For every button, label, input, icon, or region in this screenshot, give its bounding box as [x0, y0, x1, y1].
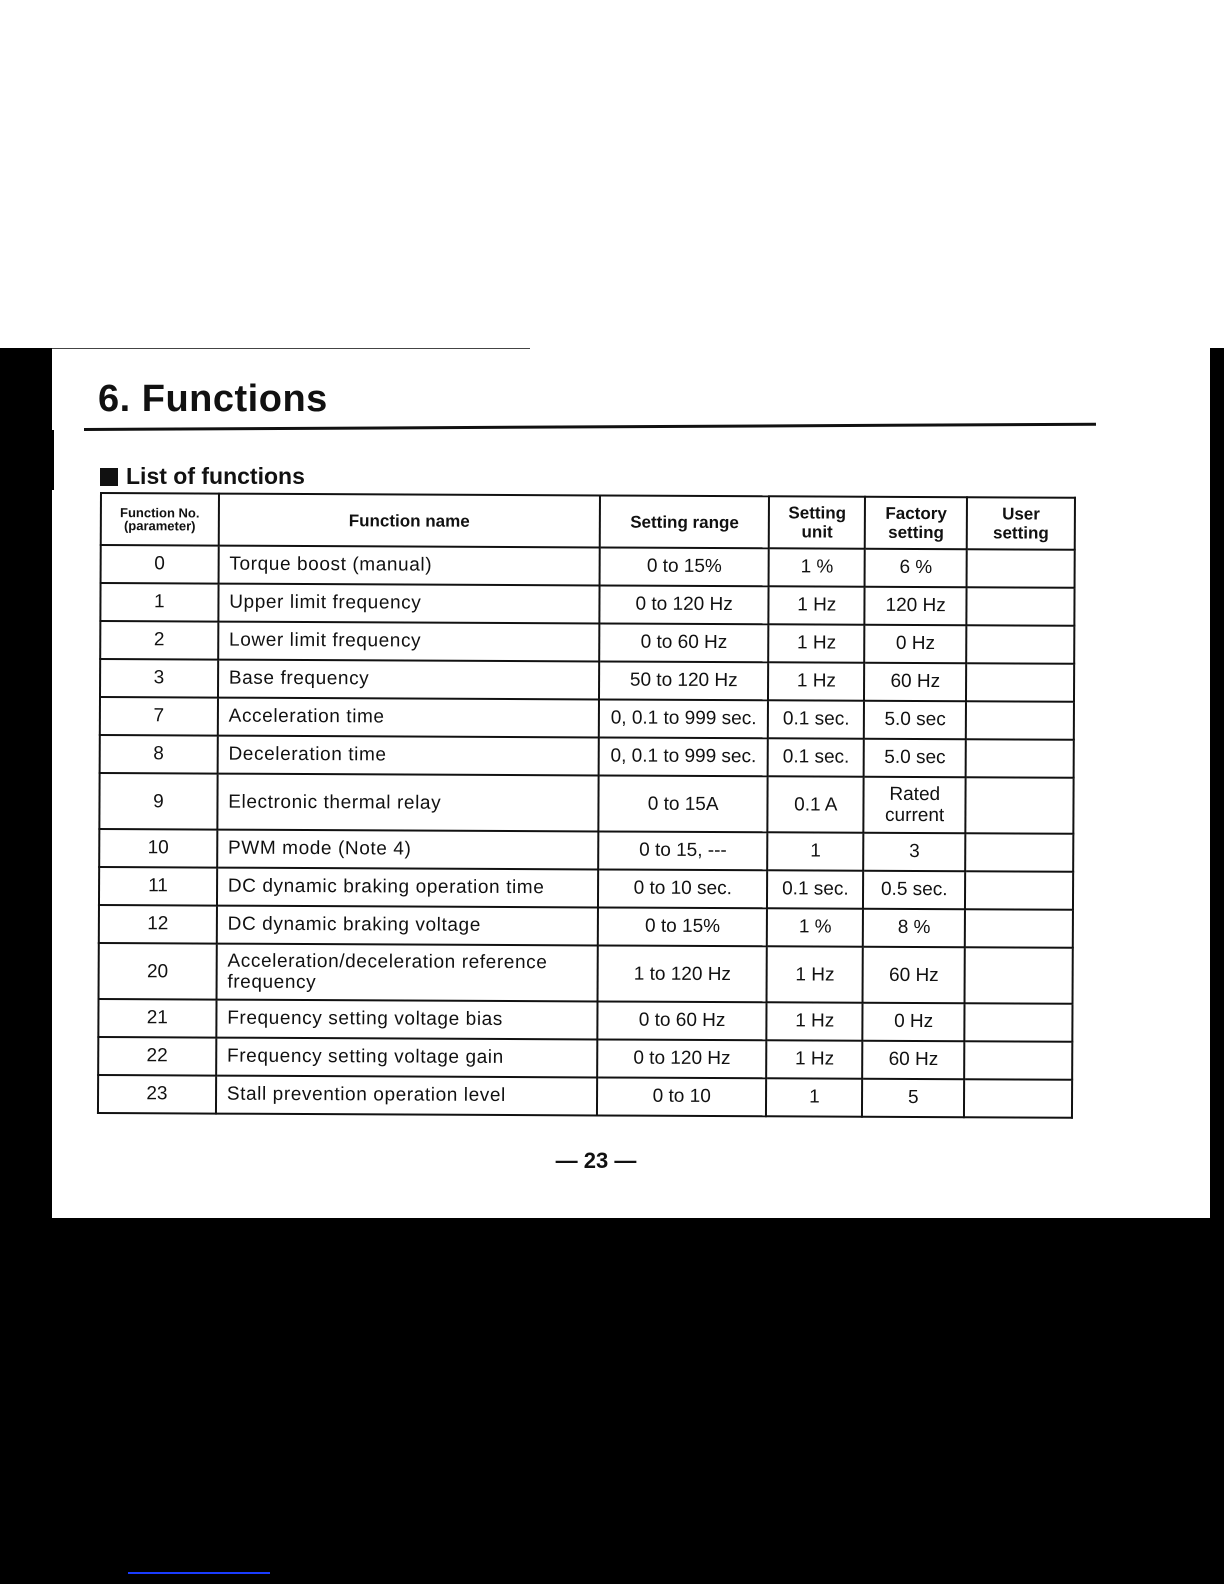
cell-user-setting	[964, 1079, 1072, 1118]
cell-function-name: Base frequency	[218, 660, 599, 700]
header-user-setting	[967, 497, 1075, 550]
cell-setting-range: 1 to 120 Hz	[598, 945, 768, 1002]
cell-function-name: Stall prevention operation level	[216, 1076, 597, 1116]
cell-setting-range: 0 to 60 Hz	[599, 623, 769, 662]
cell-function-name: Upper limit frequency	[218, 584, 599, 624]
table-row	[100, 583, 1074, 626]
cell-user-setting	[967, 587, 1075, 626]
cell-factory-setting: 5.0 sec	[864, 701, 966, 739]
cell-user-setting	[966, 739, 1074, 778]
cell-factory-setting: 60 Hz	[863, 947, 965, 1003]
cell-setting-unit: 0.1 sec.	[768, 700, 864, 738]
cell-function-name: Deceleration time	[217, 736, 598, 776]
cell-setting-range: 0 to 15%	[598, 907, 768, 946]
cell-factory-setting: 8 %	[863, 909, 965, 947]
cell-factory-setting: 6 %	[865, 549, 967, 587]
table-row	[98, 1075, 1072, 1118]
cell-factory-setting: Rated current	[864, 777, 966, 833]
cell-user-setting	[966, 701, 1074, 740]
table-row	[99, 943, 1073, 1004]
cell-user-setting	[966, 625, 1074, 664]
scan-border-right	[1210, 348, 1224, 1228]
cell-user-setting	[967, 549, 1075, 588]
table-row	[100, 621, 1074, 664]
cell-function-name: Frequency setting voltage bias	[216, 1000, 597, 1040]
cell-factory-setting: 5	[862, 1079, 964, 1117]
header-function-no	[101, 493, 219, 546]
table-row	[100, 697, 1074, 740]
cell-user-setting	[965, 1003, 1073, 1042]
page-title: 6. Functions	[98, 378, 328, 420]
cell-factory-setting: 0 Hz	[864, 625, 966, 663]
cell-setting-unit: 1 Hz	[769, 624, 865, 662]
header-factory-line1: Factory	[885, 503, 947, 524]
title-underline	[84, 423, 1096, 431]
cell-function-no: 3	[100, 659, 218, 698]
cell-setting-unit: 1 Hz	[767, 1040, 863, 1078]
cell-factory-setting: 5.0 sec	[864, 739, 966, 777]
cell-user-setting	[965, 833, 1073, 872]
table-row	[99, 867, 1073, 910]
cell-setting-unit: 0.1 sec.	[768, 738, 864, 776]
cell-function-no: 0	[101, 545, 219, 584]
cell-setting-unit: 1 %	[767, 908, 863, 946]
cell-factory-setting: 60 Hz	[862, 1041, 964, 1079]
cell-setting-unit: 1 Hz	[767, 1002, 863, 1040]
header-factory-line2: setting	[888, 522, 944, 543]
cell-function-name: Torque boost (manual)	[218, 546, 599, 586]
cell-function-no: 21	[98, 999, 216, 1038]
cell-setting-unit: 0.1 sec.	[767, 870, 863, 908]
cell-setting-range: 0 to 10	[597, 1077, 767, 1116]
cell-setting-range: 50 to 120 Hz	[599, 661, 769, 700]
table-row	[101, 545, 1075, 588]
header-setting-unit	[769, 496, 865, 548]
cell-function-no: 10	[99, 829, 217, 868]
cell-function-name: Acceleration time	[218, 698, 599, 738]
cell-user-setting	[965, 871, 1073, 910]
cell-function-name: DC dynamic braking voltage	[217, 906, 598, 946]
cell-factory-setting: 120 Hz	[865, 587, 967, 625]
page-number: — 23 —	[555, 1148, 637, 1173]
cell-setting-range: 0 to 15%	[600, 547, 770, 586]
cell-function-no: 22	[98, 1037, 216, 1076]
page-top-rule	[52, 348, 530, 349]
functions-table	[97, 492, 1076, 1119]
header-user-line2: setting	[992, 523, 1049, 543]
header-function-no-line2: (parameter)	[123, 518, 196, 534]
table-row	[99, 829, 1073, 872]
cell-user-setting	[965, 909, 1073, 948]
cell-function-no: 20	[99, 943, 217, 1000]
header-setting-range: Setting range	[600, 495, 770, 548]
blue-mark-line	[128, 1572, 270, 1574]
cell-function-no: 1	[100, 583, 218, 622]
cell-factory-setting: 0 Hz	[863, 1003, 965, 1041]
cell-user-setting	[966, 663, 1074, 702]
cell-setting-range: 0 to 60 Hz	[597, 1001, 767, 1040]
cell-setting-unit: 1 Hz	[767, 946, 863, 1002]
cell-user-setting	[966, 777, 1074, 834]
cell-setting-range: 0 to 15, ---	[598, 831, 768, 870]
cell-setting-unit: 1	[766, 1078, 862, 1116]
cell-function-no: 12	[99, 905, 217, 944]
header-function-name: Function name	[219, 494, 600, 548]
scan-border-notch	[40, 430, 54, 490]
cell-function-no: 23	[98, 1075, 216, 1114]
cell-function-no: 9	[99, 773, 217, 830]
cell-setting-unit: 1	[768, 832, 864, 870]
cell-function-name: Acceleration/deceleration reference frequency	[216, 944, 597, 1002]
cell-setting-range: 0, 0.1 to 999 sec.	[599, 737, 769, 776]
square-bullet-icon	[100, 468, 118, 486]
cell-function-name: Lower limit frequency	[218, 622, 599, 662]
scan-border-bottom	[0, 1218, 1224, 1584]
cell-factory-setting: 0.5 sec.	[863, 871, 965, 909]
table-row	[99, 773, 1073, 834]
cell-setting-unit: 1 Hz	[769, 586, 865, 624]
cell-factory-setting: 60 Hz	[864, 663, 966, 701]
cell-function-name: DC dynamic braking operation time	[217, 868, 598, 908]
cell-function-name: Frequency setting voltage gain	[216, 1038, 597, 1078]
table-row	[100, 659, 1074, 702]
table-row	[100, 735, 1074, 778]
cell-function-name: PWM mode (Note 4)	[217, 830, 598, 870]
header-factory-setting	[865, 497, 967, 549]
section-title	[100, 463, 305, 490]
cell-setting-unit: 1 %	[769, 548, 865, 586]
cell-setting-range: 0, 0.1 to 999 sec.	[599, 699, 769, 738]
table-row	[98, 1037, 1072, 1080]
cell-function-no: 11	[99, 867, 217, 906]
cell-setting-range: 0 to 15A	[598, 775, 768, 832]
cell-function-no: 8	[100, 735, 218, 774]
table-header-row	[101, 493, 1075, 550]
header-setting-unit-line1: Setting	[788, 503, 847, 523]
section-title-text: List of functions	[126, 463, 305, 489]
cell-user-setting	[965, 947, 1073, 1004]
cell-setting-range: 0 to 10 sec.	[598, 869, 768, 908]
table-row	[99, 905, 1073, 948]
cell-setting-range: 0 to 120 Hz	[597, 1039, 767, 1078]
header-user-line1: User	[1002, 504, 1040, 524]
cell-setting-unit: 1 Hz	[768, 662, 864, 700]
cell-setting-unit: 0.1 A	[768, 776, 864, 832]
header-setting-unit-line2: unit	[801, 522, 833, 542]
header-function-no-line1: Function No.	[120, 505, 200, 521]
table-row	[98, 999, 1072, 1042]
cell-setting-range: 0 to 120 Hz	[599, 585, 769, 624]
cell-user-setting	[964, 1041, 1072, 1080]
cell-function-name: Electronic thermal relay	[217, 774, 598, 832]
cell-function-no: 2	[100, 621, 218, 660]
cell-function-no: 7	[100, 697, 218, 736]
cell-factory-setting: 3	[863, 833, 965, 871]
